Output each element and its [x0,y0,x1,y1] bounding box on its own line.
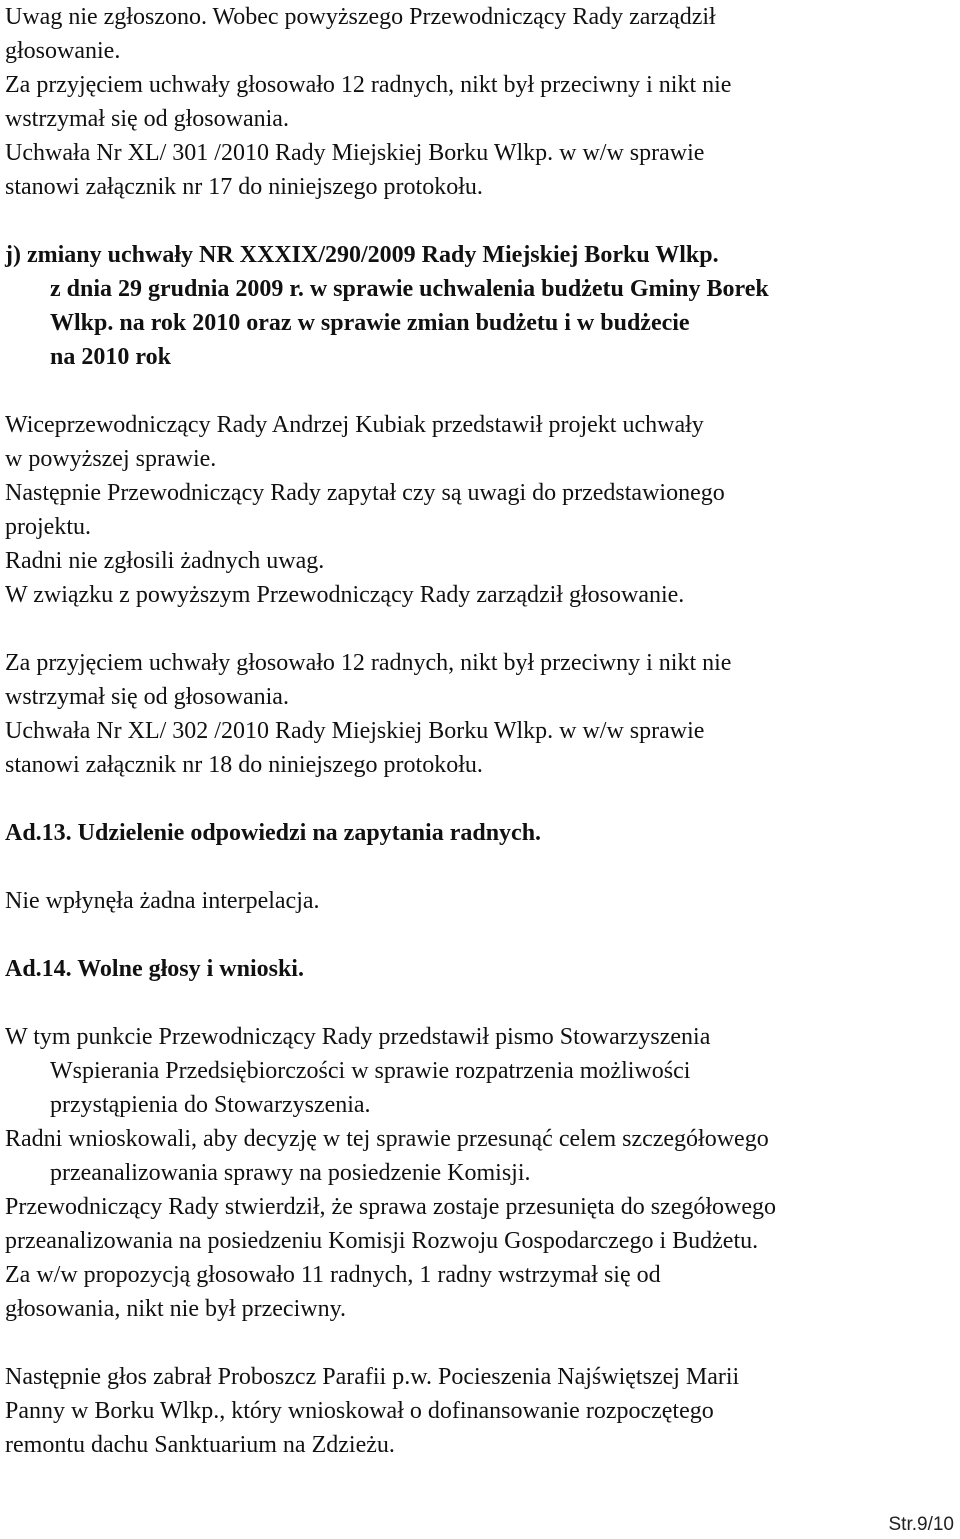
paragraph-voting-301 [5,0,958,204]
text-line: z dnia 29 grudnia 2009 r. w sprawie uchwalenia budżetu Gminy Borek [50,276,769,302]
spacer [5,782,958,816]
text-line: w powyższej sprawie. [5,446,217,472]
ad14-paragraph-chairman [5,1190,958,1326]
text-line: j) zmiany uchwały NR XXXIX/290/2009 Rady Miejskiej Borku Wlkp. [5,242,719,268]
text-line: Przewodniczący Rady stwierdził, że sprawa zostaje przesunięta do szegółowego [5,1194,777,1220]
paragraph-project-presentation [5,408,958,612]
paragraph-voting-302 [5,646,958,782]
spacer [5,986,958,1020]
text-line: Wiceprzewodniczący Rady Andrzej Kubiak przedstawił projekt uchwały [5,412,704,438]
ad14-paragraph-motion [5,1122,958,1190]
text-line: Wspierania Przedsiębiorczości w sprawie rozpatrzenia możliwości [50,1058,691,1084]
item-j-heading [5,238,958,374]
text-line: Za przyjęciem uchwały głosowało 12 radnych, nikt był przeciwny i nikt nie [5,72,732,98]
ad14-paragraph-parish [5,1360,958,1462]
text-line: Następnie głos zabrał Proboszcz Parafii p.w. Pocieszenia Najświętszej Marii [5,1364,740,1390]
spacer [5,204,958,238]
text-line: projektu. [5,514,91,540]
text-line: W związku z powyższym Przewodniczący Rady zarządził głosowanie. [5,582,685,608]
text-line: Następnie Przewodniczący Rady zapytał czy są uwagi do przedstawionego [5,480,725,506]
document-page [5,0,958,1462]
text-line: Panny w Borku Wlkp., który wnioskował o dofinansowanie rozpoczętego [5,1398,714,1424]
text-line: Radni wnioskowali, aby decyzję w tej sprawie przesunąć celem szczegółowego [5,1126,769,1152]
text-line: głosowanie. [5,38,121,64]
text-line: W tym punkcie Przewodniczący Rady przedstawił pismo Stowarzyszenia [5,1024,711,1050]
section-heading-ad13: Ad.13. Udzielenie odpowiedzi na zapytania radnych. [5,820,542,846]
text-line: Uwag nie zgłoszono. Wobec powyższego Przewodniczący Rady zarządził [5,4,716,30]
section-heading-ad14: Ad.14. Wolne głosy i wnioski. [5,956,304,982]
spacer [5,850,958,884]
text-line: stanowi załącznik nr 17 do niniejszego protokołu. [5,174,483,200]
spacer [5,1326,958,1360]
text-line: remontu dachu Sanktuarium na Zdzieżu. [5,1432,395,1458]
text-line: głosowania, nikt nie był przeciwny. [5,1296,347,1322]
text-line: Za przyjęciem uchwały głosowało 12 radnych, nikt był przeciwny i nikt nie [5,650,732,676]
page-number: Str.9/10 [888,1514,954,1535]
ad13-text: Nie wpłynęła żadna interpelacja. [5,888,320,914]
text-line: Wlkp. na rok 2010 oraz w sprawie zmian budżetu i w budżecie [50,310,690,336]
text-line: na 2010 rok [50,344,171,370]
text-line: Uchwała Nr XL/ 301 /2010 Rady Miejskiej Borku Wlkp. w w/w sprawie [5,140,705,166]
text-line: stanowi załącznik nr 18 do niniejszego protokołu. [5,752,483,778]
ad14-paragraph-association [5,1020,958,1122]
text-line: Radni nie zgłosili żadnych uwag. [5,548,325,574]
text-line: przystąpienia do Stowarzyszenia. [50,1092,371,1118]
spacer [5,918,958,952]
text-line: wstrzymał się od głosowania. [5,684,289,710]
spacer [5,612,958,646]
text-line: Uchwała Nr XL/ 302 /2010 Rady Miejskiej Borku Wlkp. w w/w sprawie [5,718,705,744]
text-line: przeanalizowania sprawy na posiedzenie Komisji. [50,1160,531,1186]
text-line: wstrzymał się od głosowania. [5,106,289,132]
spacer [5,374,958,408]
text-line: przeanalizowania na posiedzeniu Komisji Rozwoju Gospodarczego i Budżetu. [5,1228,759,1254]
text-line: Za w/w propozycją głosowało 11 radnych, 1 radny wstrzymał się od [5,1262,661,1288]
